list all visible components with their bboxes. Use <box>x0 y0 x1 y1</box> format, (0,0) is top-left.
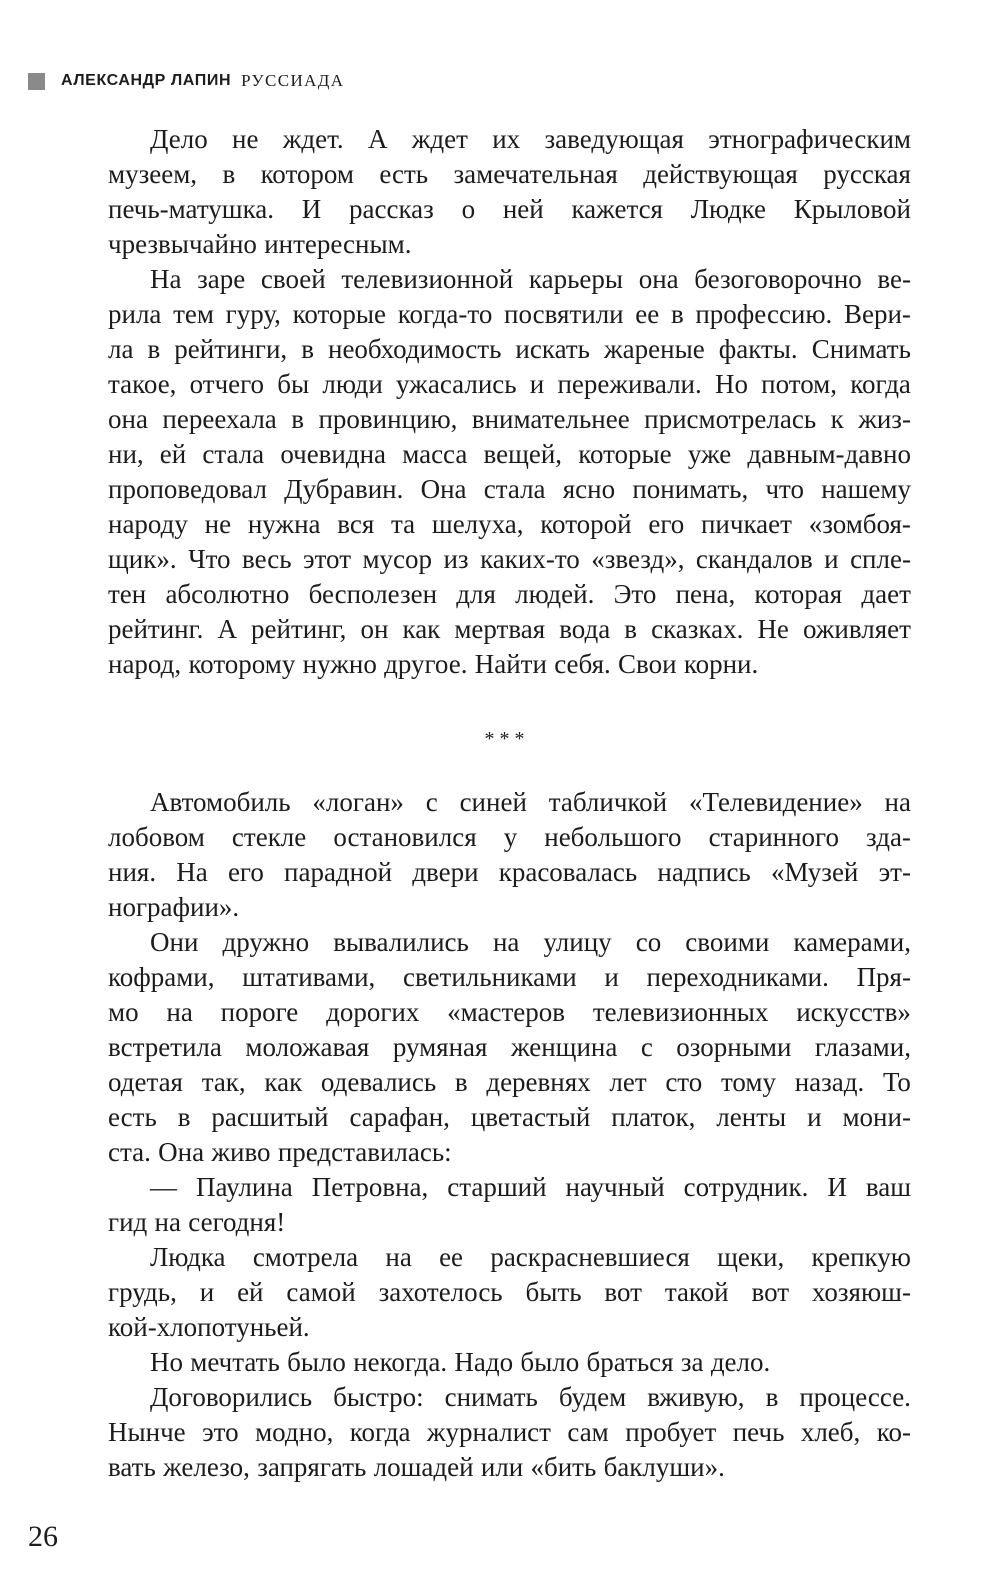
text-line: встретила моложавая румяная женщина с озорными глазами, <box>108 1032 911 1062</box>
text-line: народ, которому нужно другое. Найти себя. Свои корни. <box>108 649 759 679</box>
text-line: щик». Что весь этот мусор из каких-то «звезд», скандалов и спле- <box>108 544 911 574</box>
text-line: чрезвычайно интересным. <box>108 229 412 259</box>
header-author: АЛЕКСАНДР ЛАПИН <box>61 72 232 89</box>
text-line: Дело не ждет. А ждет их заведующая этнографическим <box>150 124 911 154</box>
running-head <box>28 68 344 94</box>
text-line: такое, отчего бы люди ужасались и переживали. Но потом, когда <box>108 369 911 399</box>
text-line: кой-хлопотуньей. <box>108 1312 310 1342</box>
text-line: вать железо, запрягать лошадей или «бить баклуши». <box>108 1452 725 1482</box>
text-line: музеем, в котором есть замечательная действующая русская <box>108 159 911 189</box>
text-line: Договорились быстро: снимать будем вживую, в процессе. <box>150 1382 911 1412</box>
text-line: она переехала в провинцию, внимательнее присмотрелась к жиз- <box>108 404 911 434</box>
text-line: рейтинг. А рейтинг, он как мертвая вода в сказках. Не оживляет <box>108 614 911 644</box>
text-line: мо на пороге дорогих «мастеров телевизионных искусств» <box>108 997 911 1027</box>
text-line: Людка смотрела на ее раскрасневшиеся щеки, крепкую <box>150 1242 911 1272</box>
text-line: ния. На его парадной двери красовалась надпись «Музей эт- <box>108 857 911 887</box>
text-line: ла в рейтинги, в необходимость искать жареные факты. Снимать <box>108 334 911 364</box>
text-line: кофрами, штативами, светильниками и переходниками. Пря- <box>108 962 911 992</box>
text-line: нографии». <box>108 892 240 922</box>
text-section-2 <box>108 785 911 1485</box>
page-number: 26 <box>28 1520 58 1553</box>
text-line: одетая так, как одевались в деревнях лет сто тому назад. То <box>108 1067 911 1097</box>
text-line: На заре своей телевизионной карьеры она безоговорочно ве- <box>150 264 911 294</box>
text-line: ни, ей стала очевидна масса вещей, которые уже давным-давно <box>108 439 911 469</box>
text-line: есть в расшитый сарафан, цветастый платок, ленты и мони- <box>108 1102 911 1132</box>
text-line: Они дружно вывалились на улицу со своими камерами, <box>150 927 911 957</box>
text-line: печь-матушка. И рассказ о ней кажется Людке Крыловой <box>108 194 911 224</box>
text-line: народу не нужна вся та шелуха, которой его пичкает «зомбоя- <box>108 509 911 539</box>
text-line: — Паулина Петровна, старший научный сотрудник. И ваш <box>150 1172 911 1202</box>
text-line: гид на сегодня! <box>108 1207 286 1237</box>
text-line: проповедовал Дубравин. Она стала ясно понимать, что нашему <box>108 474 911 504</box>
text-line: ста. Она живо представилась: <box>108 1137 452 1167</box>
text-line: грудь, и ей самой захотелось быть вот такой вот хозяюш- <box>108 1277 911 1307</box>
text-line: рила тем гуру, которые когда-то посвятили ее в профессию. Вери- <box>108 299 911 329</box>
text-section-1 <box>108 122 911 682</box>
section-separator: *** <box>484 728 530 750</box>
text-line: Автомобиль «логан» с синей табличкой «Телевидение» на <box>150 787 911 817</box>
text-line: Нынче это модно, когда журналист сам пробует печь хлеб, ко- <box>108 1417 911 1447</box>
text-line: Но мечтать было некогда. Надо было браться за дело. <box>150 1347 771 1377</box>
text-line: лобовом стекле остановился у небольшого старинного зда- <box>108 822 911 852</box>
header-square-icon <box>28 73 45 90</box>
header-book-title: РУССИАДА <box>241 71 345 90</box>
text-line: тен абсолютно бесполезен для людей. Это пена, которая дает <box>108 579 911 609</box>
